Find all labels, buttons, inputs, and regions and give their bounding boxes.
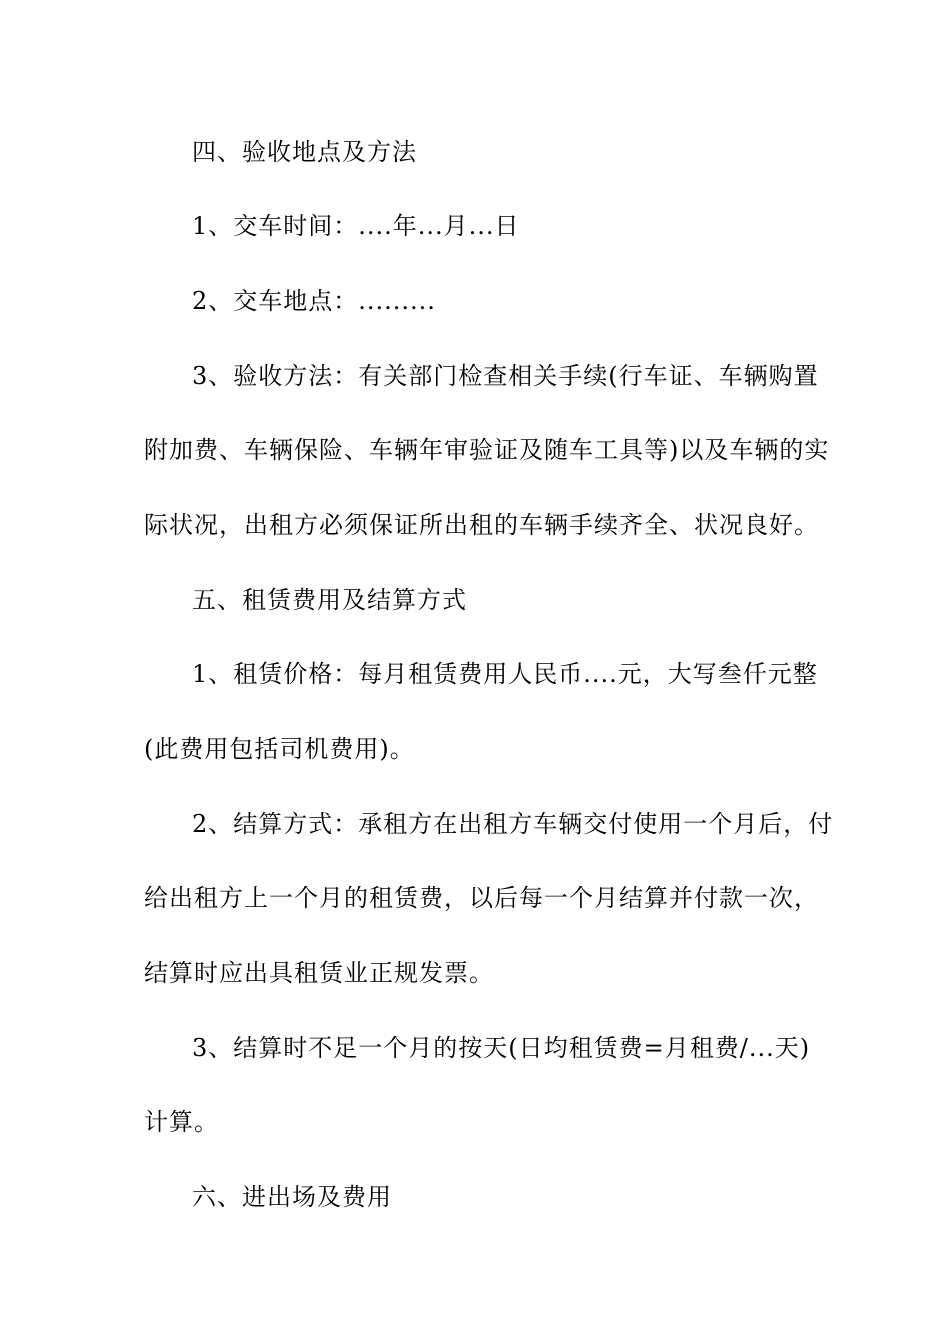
paragraph-settlement-line-3: 结算时应出具租赁业正规发票。 xyxy=(144,959,494,987)
paragraph-settlement-line-1: 2、结算方式：承租方在出租方车辆交付使用一个月后，付 xyxy=(192,810,834,838)
paragraph-acceptance-method-line-1: 3、验收方法：有关部门检查相关手续(行车证、车辆购置 xyxy=(192,362,819,390)
paragraph-partial-month-line-2: 计算。 xyxy=(144,1108,219,1136)
paragraph-partial-month-line-1: 3、结算时不足一个月的按天(日均租赁费=月租费/...天) xyxy=(192,1034,811,1062)
section-heading-rental-fees: 五、租赁费用及结算方式 xyxy=(192,586,467,614)
section-heading-acceptance: 四、验收地点及方法 xyxy=(192,138,417,166)
paragraph-delivery-time: 1、交车时间：....年...月...日 xyxy=(192,212,520,240)
paragraph-settlement-line-2: 给出租方上一个月的租赁费，以后每一个月结算并付款一次， xyxy=(144,884,819,912)
paragraph-rental-price-line-2: (此费用包括司机费用)。 xyxy=(144,735,415,763)
paragraph-rental-price-line-1: 1、租赁价格：每月租赁费用人民币....元，大写叁仟元整 xyxy=(192,660,818,688)
section-heading-entry-exit: 六、进出场及费用 xyxy=(192,1183,392,1211)
paragraph-delivery-location: 2、交车地点：......... xyxy=(192,287,436,315)
paragraph-acceptance-method-line-2: 附加费、车辆保险、车辆年审验证及随车工具等)以及车辆的实 xyxy=(144,436,830,464)
paragraph-acceptance-method-line-3: 际状况，出租方必须保证所出租的车辆手续齐全、状况良好。 xyxy=(144,511,819,539)
